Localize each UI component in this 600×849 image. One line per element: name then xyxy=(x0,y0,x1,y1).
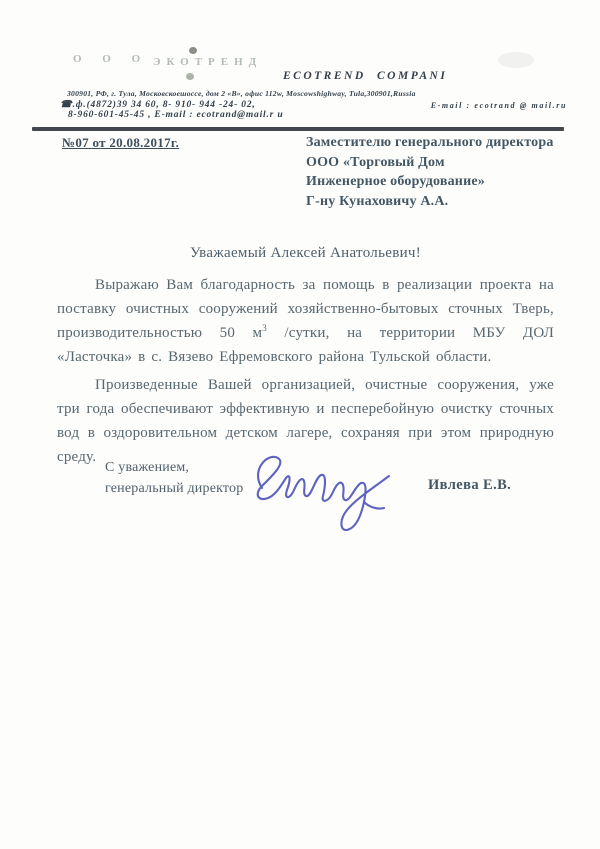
paragraph-1-text: Выражаю Вам благодарность за помощь в реализации проекта на поставку очистных сооружений хозяйственно-бытовых сточных Тверь, производительностью 50 м xyxy=(57,277,554,341)
company-address: 300901, РФ, г. Тула, Московскоешоссе, дом 2 «В», офис 112w, Moscowshighway, Tula,300901,Russia xyxy=(67,89,416,98)
phone-line-1: ☎.ф.(4872)39 34 60, 8- 910- 944 -24- 02, xyxy=(60,100,256,110)
logo-emblem-top-icon xyxy=(189,47,197,54)
recipient-line: ООО «Торговый Дом xyxy=(306,154,445,170)
cubic-meter-superscript: 3 xyxy=(262,323,267,333)
email-right: E-mail : ecotrand @ mail.ru xyxy=(430,101,567,110)
letter-body xyxy=(57,273,554,469)
paragraph-2: Произведенные Вашей организацией, очистные сооружения, уже три года обеспечивают эффективную и песперебойную очистку сточных вод в оздоровительном детском лагере, сохраняя при этом природную среду. xyxy=(57,377,554,465)
phone-line-2: 8-960-601-45-45 , E-mail : ecotrand@mail.r u xyxy=(68,110,284,120)
recipient-line: Г-ну Кунаховичу А.А. xyxy=(306,193,449,209)
reference-number: №07 от 20.08.2017г. xyxy=(62,135,180,150)
recipient-line: Инженерное оборудование» xyxy=(306,174,485,190)
salutation: Уважаемый Алексей Анатольевич! xyxy=(189,245,422,261)
handwritten-signature xyxy=(246,448,398,534)
recipient-line: Заместителю генерального директора xyxy=(306,135,554,150)
scan-artifact xyxy=(498,52,534,68)
paragraph-1 xyxy=(57,273,554,369)
header-divider xyxy=(32,127,564,131)
paragraph-1-text-cont: /сутки, на территории МБУ ДОЛ «Ласточка» в с. Вязево Ефремовского района Тульской области. xyxy=(57,325,554,365)
recipient-block xyxy=(306,133,568,211)
signer-name: Ивлева Е.В. xyxy=(428,477,512,493)
logo-ekotrend-text: ЭКОТРЕНД xyxy=(153,56,263,68)
closing-regards: С уважением, xyxy=(105,460,190,475)
logo-ooo-text: О О О xyxy=(73,53,150,65)
logo-emblem-bottom-icon xyxy=(186,73,194,80)
company-name: ECOTREND COMPANI xyxy=(283,70,448,82)
signer-title: генеральный директор xyxy=(105,481,244,496)
